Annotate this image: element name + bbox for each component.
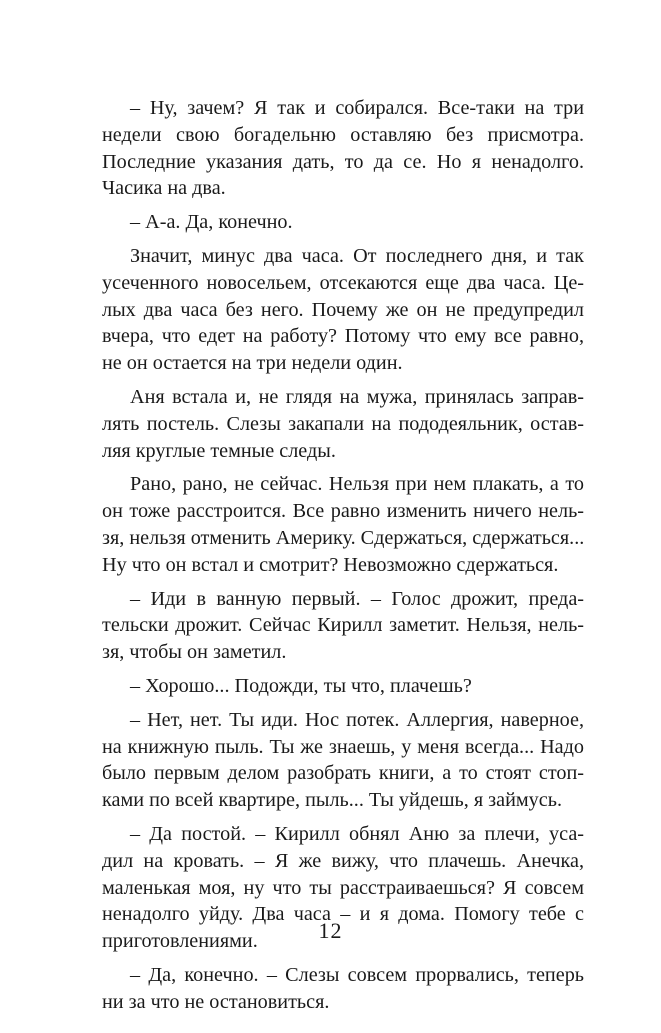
page-number: 12 bbox=[318, 918, 343, 943]
text-line: лять постель. Слезы закапали на пододеяльник, остав- bbox=[102, 412, 584, 435]
text-line: зя, чтобы он заметил. bbox=[102, 641, 287, 664]
text-line: на книжную пыль. Ты же знаешь, у меня всегда... Надо bbox=[102, 735, 584, 758]
text-line: лых два часа без него. Почему же он не предупредил bbox=[102, 298, 584, 321]
text-line: – Да, конечно. – Слезы совсем прорвались, теперь bbox=[130, 963, 584, 986]
text-line: маленькая моя, ну что ты расстраиваешься? Я совсем bbox=[102, 876, 584, 899]
paragraph-7 bbox=[102, 673, 584, 700]
text-line: – Нет, нет. Ты иди. Нос потек. Аллергия, наверное, bbox=[130, 708, 584, 731]
text-line: зя, нельзя отменить Америку. Сдержаться, сдержаться... bbox=[102, 526, 585, 549]
paragraph-2 bbox=[102, 209, 584, 236]
text-line: Ну что он встал и смотрит? Невозможно сдержаться. bbox=[102, 553, 559, 576]
text-line: Значит, минус два часа. От последнего дня, и так bbox=[130, 244, 584, 267]
paragraph-5 bbox=[102, 471, 584, 578]
text-line: не он остается на три недели один. bbox=[102, 352, 403, 375]
text-line: – Хорошо... Подожди, ты что, плачешь? bbox=[130, 674, 472, 697]
text-line: ни за что не остановиться. bbox=[102, 990, 330, 1013]
text-line: ками по всей квартире, пыль... Ты уйдешь, я займусь. bbox=[102, 789, 562, 812]
text-line: – Иди в ванную первый. – Голос дрожит, преда- bbox=[130, 587, 584, 610]
paragraph-10 bbox=[102, 962, 584, 1016]
text-line: приготовлениями. bbox=[102, 930, 258, 953]
text-line: усеченного новосельем, отсекаются еще два часа. Це- bbox=[102, 271, 584, 294]
paragraph-3 bbox=[102, 243, 584, 377]
paragraph-6 bbox=[102, 586, 584, 666]
text-line: Аня встала и, не глядя на мужа, принялась заправ- bbox=[130, 385, 584, 408]
text-line: Рано, рано, не сейчас. Нельзя при нем плакать, а то bbox=[130, 473, 584, 496]
text-line: Часика на два. bbox=[102, 177, 226, 200]
text-line: недели свою богадельню оставляю без присмотра. bbox=[102, 123, 584, 146]
text-line: тельски дрожит. Сейчас Кирилл заметит. Нельзя, нель- bbox=[102, 614, 584, 637]
text-line: – Ну, зачем? Я так и собирался. Все-таки на три bbox=[130, 97, 584, 119]
text-line: дил на кровать. – Я же вижу, что плачешь. Анечка, bbox=[102, 849, 584, 872]
text-line: – А-а. Да, конечно. bbox=[130, 211, 293, 234]
text-line: – Да постой. – Кирилл обнял Аню за плечи, уса- bbox=[130, 822, 584, 845]
book-page-text bbox=[102, 95, 584, 1023]
paragraph-4 bbox=[102, 384, 584, 464]
text-line: он тоже расстроится. Все равно изменить ничего нель- bbox=[102, 500, 584, 523]
text-line: вчера, что едет на работу? Потому что ему все равно, bbox=[102, 325, 584, 348]
text-line: ненадолго уйду. Два часа – и я дома. Помогу тебе с bbox=[102, 903, 584, 926]
text-line: Последние указания дать, то да се. Но я ненадолго. bbox=[102, 150, 584, 173]
text-line: ляя круглые темные следы. bbox=[102, 439, 336, 462]
paragraph-1 bbox=[102, 95, 584, 202]
text-line: было первым делом разобрать книги, а то стоят стоп- bbox=[102, 762, 584, 785]
paragraph-8 bbox=[102, 707, 584, 814]
